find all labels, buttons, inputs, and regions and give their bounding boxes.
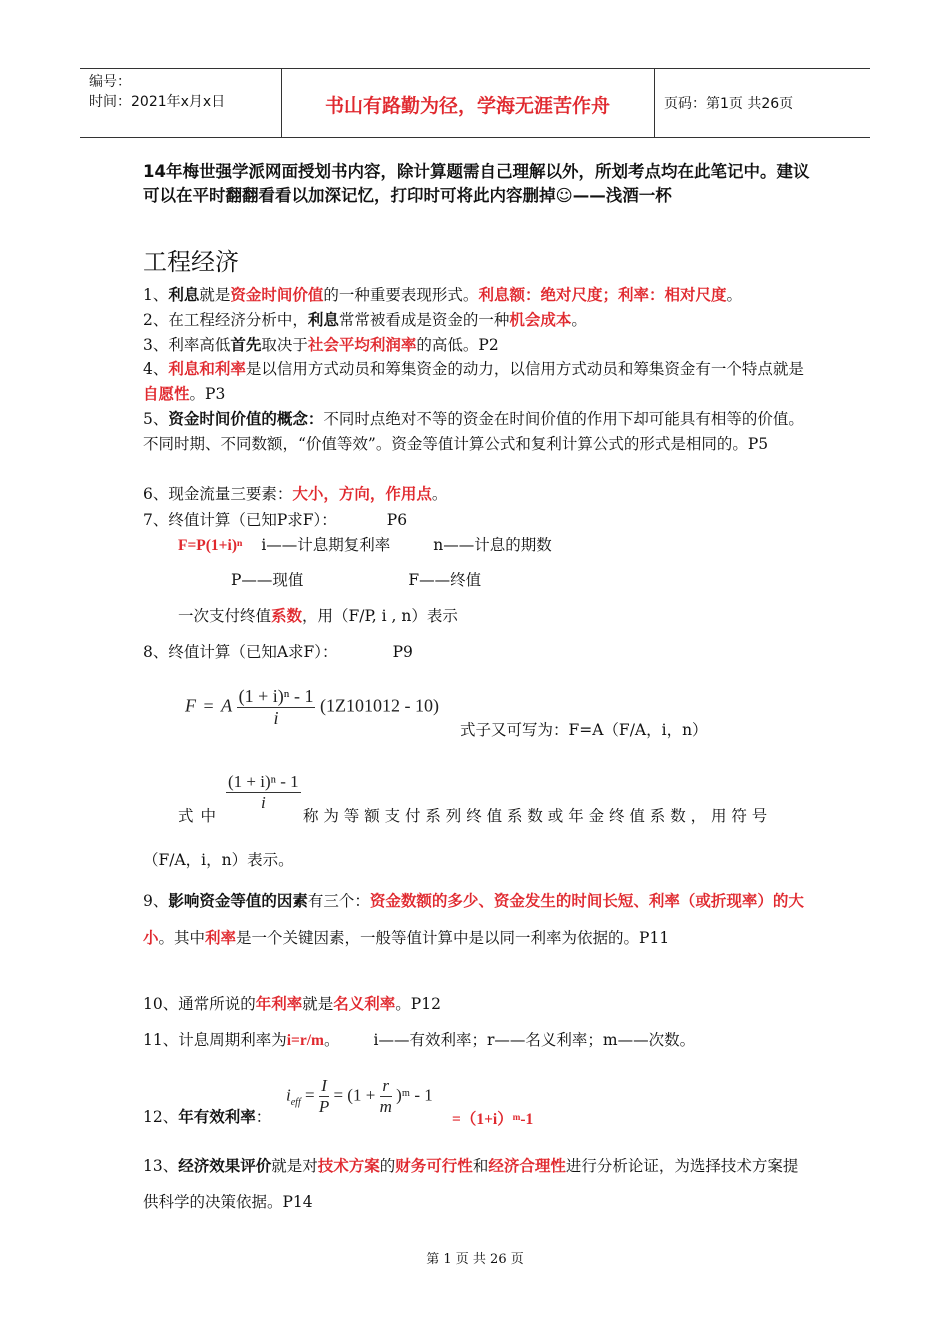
fraction-denominator: i xyxy=(273,708,279,728)
item-highlight: 技术方案 xyxy=(317,1157,380,1175)
formula-symbol: = xyxy=(304,1085,315,1105)
item-9 xyxy=(143,883,813,957)
formula-symbol: F xyxy=(185,695,196,716)
factor-desc: 称为等额支付系列终值系数或年金终值系数，用符号 xyxy=(303,807,773,825)
item-highlight: 年利率 xyxy=(255,995,303,1013)
item-text: 。 xyxy=(726,286,742,304)
item-text: 13、 xyxy=(143,1157,179,1175)
item-text: 是以信用方式动员和筹集资金的动力，以信用方式动员和筹集资金有一个特点就是 xyxy=(245,360,804,378)
item-text: 3、利率高低 xyxy=(143,336,231,354)
item-12 xyxy=(143,1105,271,1129)
variable-def: F——终值 xyxy=(408,571,482,589)
item-text: ： xyxy=(255,1108,272,1126)
item-keyword: 利息 xyxy=(307,311,339,329)
variable-defs xyxy=(231,568,481,592)
item-text: 1、 xyxy=(143,286,169,304)
item-highlight: 系数 xyxy=(271,607,303,625)
item-keyword: 资金时间价值的概念： xyxy=(168,410,324,428)
formula-symbol: = xyxy=(203,695,214,716)
page-header xyxy=(80,68,870,138)
item-text: 是一个关键因素，一般等值计算中是以同一利率为依据的。P11 xyxy=(236,929,670,947)
item-highlight: 名义利率 xyxy=(333,995,396,1013)
alt-notation: 式子又可写为：F=A（F/A，i，n） xyxy=(460,721,708,739)
page-footer: 第 1 页 共 26 页 xyxy=(426,1252,524,1267)
item-keyword: 年有效利率 xyxy=(178,1108,256,1126)
fraction-numerator: I xyxy=(319,1076,329,1097)
item-keyword: 利息 xyxy=(168,286,200,304)
item-text: 。P12 xyxy=(395,995,441,1013)
item-highlight: 财务可行性 xyxy=(395,1157,473,1175)
item-highlight: 资金数额的多少、资金发生的时间长短、利率（或折现率）的大小 xyxy=(143,892,804,947)
item-text: 一次支付终值 xyxy=(178,607,272,625)
item-text: 。 xyxy=(323,1031,340,1049)
header-motto: 书山有路勤为径，学海无涯苦作舟 xyxy=(324,95,610,117)
item-text: i——有效利率；r——名义利率；m——次数。 xyxy=(373,1031,696,1049)
formula-fp xyxy=(178,533,552,558)
intro-note: 14年梅世强学派网面授划书内容，除计算题需自己理解以外，所划考点均在此笔记中。建议可以在平时翻翻看看以加深记忆，打印时可将此内容删掉☺——浅酒一杯 xyxy=(143,162,810,205)
item-text: 的 xyxy=(379,1157,396,1175)
item-2 xyxy=(143,308,587,332)
header-divider xyxy=(654,69,655,137)
item-keyword: 影响资金等值的因素 xyxy=(168,892,308,910)
item-text: 取决于 xyxy=(261,336,308,354)
item-keyword: 经济效果评价 xyxy=(178,1157,272,1175)
factor-fraction xyxy=(226,772,301,813)
item-text: 9、 xyxy=(143,892,169,910)
time-label: 时间：2021年x月x日 xyxy=(89,94,226,110)
item-3 xyxy=(143,333,499,357)
item-keyword: 首先 xyxy=(230,336,262,354)
page-ref: P6 xyxy=(386,511,408,529)
item-highlight: =（1+i）ᵐ-1 xyxy=(452,1111,534,1128)
item-text: 和 xyxy=(472,1157,489,1175)
item-highlight: 社会平均利润率 xyxy=(307,336,417,354)
item-highlight: 利息和利率 xyxy=(168,360,246,378)
item-10 xyxy=(143,992,441,1016)
item-text: 4、 xyxy=(143,360,169,378)
effective-rate-result xyxy=(452,1107,533,1132)
item-text: 常常被看成是资金的一种 xyxy=(338,311,510,329)
item-text: 的一种重要表现形式。 xyxy=(323,286,479,304)
item-highlight: 机会成本 xyxy=(509,311,572,329)
item-text: 就是 xyxy=(302,995,334,1013)
fraction-numerator: (1 + i)ⁿ - 1 xyxy=(228,772,299,791)
item-highlight: 利息额：绝对尺度；利率：相对尺度 xyxy=(478,286,727,304)
item-4 xyxy=(143,357,813,406)
item-text: 10、通常所说的 xyxy=(143,995,256,1013)
item-highlight: 经济合理性 xyxy=(488,1157,566,1175)
item-highlight: 自愿性 xyxy=(143,384,190,403)
item-11 xyxy=(143,1028,695,1053)
formula-fraction xyxy=(380,1076,392,1117)
page-ref: P9 xyxy=(392,643,413,661)
formula-symbol: )ᵐ - 1 xyxy=(396,1085,433,1105)
item-text: 进行分析论证，为选择技术方案提供科学的决策依据。P14 xyxy=(143,1157,799,1211)
item-text: 的高低。P2 xyxy=(416,336,499,354)
item-text: 2、在工程经济分析中， xyxy=(143,311,308,329)
header-page-info: 页码：第1页 共26页 xyxy=(664,96,794,112)
header-meta xyxy=(89,72,225,112)
formula-symbol: i xyxy=(286,1085,291,1105)
item-text: 。其中 xyxy=(158,929,206,947)
section-title: 工程经济 xyxy=(143,248,239,276)
item-7 xyxy=(143,508,407,532)
where-label: 式中 xyxy=(178,807,224,825)
item-1 xyxy=(143,283,742,307)
item-5 xyxy=(143,407,813,456)
number-label: 编号： xyxy=(89,74,131,90)
item-text: 8、终值计算（已知A求F）： xyxy=(143,643,338,661)
item-text: 有三个： xyxy=(307,892,370,910)
formula-symbol: = (1 + xyxy=(333,1085,376,1105)
fraction-denominator: i xyxy=(260,793,266,812)
formula-fraction xyxy=(319,1076,329,1117)
fraction-numerator: (1 + i)ⁿ - 1 xyxy=(238,686,314,706)
variable-def: n——计息的期数 xyxy=(433,536,552,554)
factor-note xyxy=(178,604,458,628)
formula-fraction xyxy=(237,686,316,729)
variable-def: i——计息期复利率 xyxy=(261,536,391,554)
fraction-denominator: P xyxy=(318,1097,330,1116)
formula-fraction xyxy=(226,772,301,813)
item-text: 12、 xyxy=(143,1108,179,1126)
formula-subscript: eff xyxy=(290,1096,301,1108)
formula-text: F=P(1+i)ⁿ xyxy=(178,537,243,554)
fraction-denominator: m xyxy=(379,1097,392,1116)
factor-desc-cont: （F/A，i，n）表示。 xyxy=(143,851,294,869)
item-text: 7、终值计算（已知P求F）： xyxy=(143,511,337,529)
item-highlight: 利率 xyxy=(205,929,237,947)
formula-ref: (1Z101012 - 10) xyxy=(319,695,439,716)
item-8 xyxy=(143,640,413,664)
item-text: 就是 xyxy=(199,286,231,304)
item-text: 。P3 xyxy=(189,384,226,403)
item-highlight: 大小，方向，作用点 xyxy=(292,485,432,503)
item-6 xyxy=(143,482,447,506)
item-text: ，用（F/P, i , n）表示 xyxy=(302,607,458,625)
item-text: 就是对 xyxy=(271,1157,318,1175)
item-text: 。 xyxy=(571,311,587,329)
item-text: 5、 xyxy=(143,410,169,428)
item-text: 11、计息周期利率为 xyxy=(143,1031,287,1049)
effective-rate-formula xyxy=(286,1076,433,1117)
variable-def: P——现值 xyxy=(231,571,304,589)
annuity-formula xyxy=(185,686,439,729)
item-13 xyxy=(143,1148,813,1220)
item-highlight: 资金时间价值 xyxy=(230,286,324,304)
item-text: 6、现金流量三要素： xyxy=(143,485,293,503)
item-highlight: i=r/m xyxy=(286,1032,324,1049)
item-text: 。 xyxy=(431,485,448,503)
fraction-numerator: r xyxy=(380,1076,392,1097)
item-text: 不同时点绝对不等的资金在时间价值的作用下却可能具有相等的价值。不同时期、不同数额，“价值等效”。资金等值计算公式和复利计算公式的形式是相同的。P5 xyxy=(143,410,804,453)
formula-symbol: A xyxy=(221,695,233,716)
